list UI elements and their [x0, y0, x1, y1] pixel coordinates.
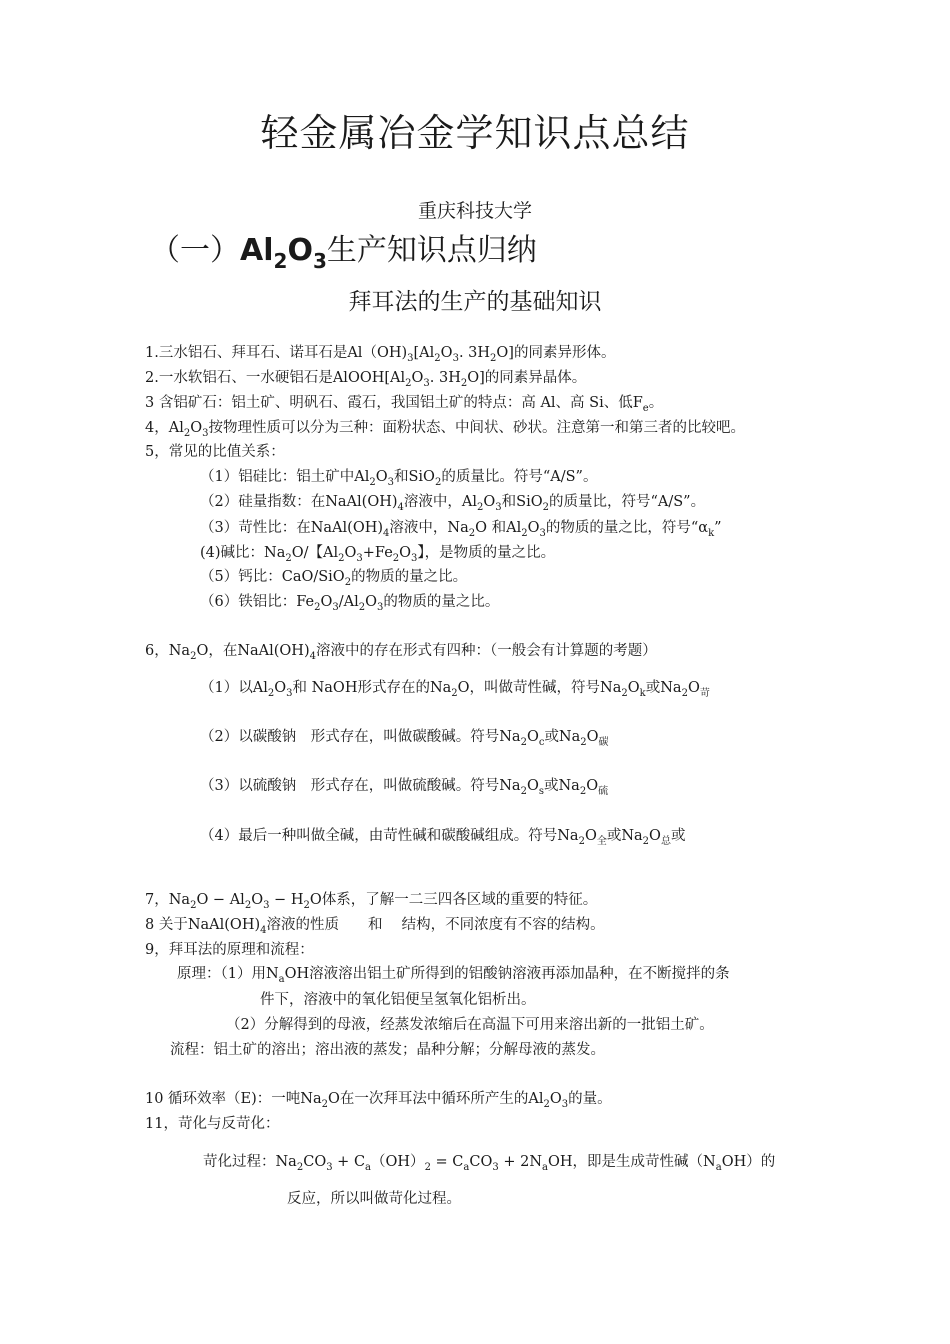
sub: 2 — [392, 553, 400, 564]
sub: 2 — [451, 688, 458, 699]
sub: 2 — [579, 786, 587, 797]
text: O − Al — [196, 892, 245, 908]
text: 1.三水铝石、拜耳石、诺耳石是Al（OH) — [145, 345, 408, 361]
text: 4，Al — [145, 420, 184, 436]
principle-2 — [226, 1015, 714, 1035]
item-10 — [145, 1089, 612, 1109]
sub: c — [538, 737, 545, 748]
text: （4）最后一种叫做全碱，由苛性碱和碳酸碱组成。符号Na — [200, 828, 579, 844]
text: 件下，溶液中的氧化铝便呈氢氧化铝析出。 — [260, 992, 536, 1008]
text: O，在NaAl(OH) — [196, 643, 310, 659]
sub: 总 — [660, 836, 671, 847]
item-9 — [145, 940, 314, 960]
sub: 2 — [642, 836, 650, 847]
text: O — [687, 680, 700, 696]
formula-sub: 2 — [273, 249, 288, 273]
text: ” — [714, 520, 722, 536]
text: 3 含铝矿石：铝土矿、明矾石、霞石，我国铝土矿的特点：高 Al、高 Si、低F — [145, 395, 643, 411]
text: 2.一水软铝石、一水硬铝石是AlOOH[Al — [145, 370, 406, 386]
text: （2）硅量指数：在NaAl(OH) — [200, 494, 398, 510]
sub: 3 — [407, 353, 414, 364]
sub: 碳 — [598, 737, 609, 748]
text: O — [649, 828, 661, 844]
text: O — [483, 494, 496, 510]
text: [Al — [413, 345, 435, 361]
sub: 2 — [296, 1162, 304, 1173]
item-3 — [145, 393, 663, 413]
sub: 3 — [326, 1162, 333, 1173]
sub: 3 — [387, 477, 394, 488]
text: + C — [332, 1154, 366, 1170]
text: （6）铁铝比：Fe — [200, 594, 315, 610]
sub: 2 — [490, 353, 497, 364]
text: O — [586, 778, 599, 794]
text: 的物质的量之比。 — [383, 594, 500, 610]
text: （3）苛性比：在NaAl(OH) — [200, 520, 384, 536]
text: O — [375, 469, 388, 485]
sub: 2 — [314, 602, 321, 613]
sub: 2 — [434, 353, 441, 364]
text: （3）以硫酸钠 形式存在，叫做硫酸碱。符号Na — [200, 778, 521, 794]
sub: k — [639, 688, 646, 699]
item-5 — [145, 442, 285, 462]
sub: e — [642, 403, 649, 414]
item-7 — [145, 890, 597, 910]
section-heading — [150, 230, 537, 272]
flow — [170, 1040, 605, 1060]
section-prefix: （一） — [150, 233, 240, 268]
sub: 2 — [468, 528, 476, 539]
text: 的量。 — [568, 1091, 612, 1107]
text: OH）的 — [721, 1154, 776, 1170]
sub: 4 — [260, 925, 267, 936]
sub: 2 — [521, 528, 528, 539]
text: 溶液中，Na — [389, 520, 469, 536]
school-name: 重庆科技大学 — [417, 200, 532, 222]
text: 】，是物质的量之比。 — [417, 545, 556, 561]
text: O — [586, 729, 599, 745]
text: （2）以碳酸钠 形式存在，叫做碳酸碱。符号Na — [200, 729, 521, 745]
sub: 3 — [411, 553, 418, 564]
sub: 3 — [263, 900, 270, 911]
text: 按物理性质可以分为三种：面粉状态、中间状、砂状。注意第一和第三者的比较吧。 — [208, 420, 745, 436]
text: 。 — [648, 395, 664, 411]
sub: 3 — [452, 353, 459, 364]
causticization-cont — [287, 1189, 461, 1209]
sub: k — [708, 528, 715, 539]
text: O — [365, 594, 377, 610]
text: O — [527, 520, 540, 536]
sub: 2 — [358, 602, 366, 613]
sub: 2 — [520, 786, 527, 797]
sub: 2 — [190, 900, 197, 911]
text: （1）铝硅比：铝土矿中Al — [200, 469, 370, 485]
text: O — [411, 370, 424, 386]
text: 的物质的量之比，符号“α — [545, 520, 709, 536]
text: O — [526, 729, 539, 745]
text: O体系，了解一二三四各区域的重要的特征。 — [309, 892, 598, 908]
text: 溶液中，Al — [403, 494, 477, 510]
sub: 2 — [681, 688, 688, 699]
text: OH，即是生成苛性碱（N — [547, 1154, 716, 1170]
sub: a — [463, 1162, 470, 1173]
text: +Fe — [362, 545, 393, 561]
sub: a — [542, 1162, 548, 1173]
text: （5）钙比：CaO/SiO — [200, 569, 345, 585]
text: 11，苛化与反苛化： — [145, 1116, 280, 1132]
text: 原理：（1）用N — [177, 966, 279, 982]
text: O在一次拜耳法中循环所产生的Al — [328, 1091, 544, 1107]
text: O]的同素异形体。 — [496, 345, 616, 361]
sub: s — [538, 786, 544, 797]
text: （2）分解得到的母液，经蒸发浓缩后在高温下可用来溶出新的一批铝土矿。 — [226, 1017, 714, 1033]
sub: 4 — [397, 502, 404, 513]
text: CO — [469, 1154, 493, 1170]
text: 8 关于NaAl(OH) — [145, 917, 261, 933]
sub: 2 — [520, 737, 527, 748]
text: 或 — [670, 828, 686, 844]
form-2 — [200, 727, 609, 747]
sub: 2 — [183, 428, 191, 439]
sub: 2 — [303, 900, 310, 911]
item-6 — [145, 641, 657, 661]
sub: 2 — [321, 1099, 329, 1110]
text: /Al — [338, 594, 359, 610]
text: O]的同素异晶体。 — [467, 370, 587, 386]
text: 6，Na — [145, 643, 191, 659]
text: 的质量比，符号“A/S”。 — [548, 494, 706, 510]
sub: 2 — [405, 378, 412, 389]
form-3 — [200, 776, 608, 796]
text: O — [399, 545, 412, 561]
sub: 2 — [542, 502, 549, 513]
text: 或Na — [544, 729, 581, 745]
text: 溶液中的存在形式有四种：（一般会有计算题的考题） — [316, 643, 657, 659]
sub: 2 — [621, 688, 628, 699]
text: OH溶液溶出铝土矿所得到的铝酸钠溶液再添加晶种，在不断搅拌的条 — [284, 966, 730, 982]
sub: 2 — [344, 577, 352, 588]
text: 反应，所以叫做苛化过程。 — [287, 1191, 461, 1207]
sub: 苛 — [699, 688, 710, 699]
sub: 3 — [202, 428, 209, 439]
sub: 2 — [338, 553, 345, 564]
text: 9，拜耳法的原理和流程： — [145, 942, 314, 958]
sub: 2 — [190, 651, 197, 662]
text: 10 循环效率（E)：一吨Na — [145, 1091, 322, 1107]
document-title: 轻金属冶金学知识点总结 — [260, 111, 690, 155]
text: + 2N — [498, 1154, 543, 1170]
item-1 — [145, 343, 615, 363]
text: 或Na — [543, 778, 580, 794]
text: O — [526, 778, 539, 794]
sub: 2 — [434, 477, 442, 488]
sub: 2 — [244, 900, 252, 911]
text: O 和Al — [475, 520, 522, 536]
sub: 2 — [424, 1162, 431, 1173]
text: . 3H — [458, 345, 491, 361]
text: 苛化过程：Na — [203, 1154, 297, 1170]
section-title-text: 生产知识点归纳 — [326, 233, 537, 268]
sub: 3 — [286, 688, 293, 699]
subheading: 拜耳法的生产的基础知识 — [348, 289, 602, 315]
text: （OH） — [371, 1154, 425, 1170]
sub: 3 — [495, 502, 502, 513]
sub: 全 — [596, 836, 607, 847]
sub: 2 — [543, 1099, 550, 1110]
ratio-2 — [200, 492, 705, 512]
text: O — [320, 594, 333, 610]
item-2 — [145, 368, 586, 388]
ratio-3 — [200, 518, 722, 538]
text: 和 NaOH形式存在的Na — [292, 680, 452, 696]
text: 的物质的量之比。 — [351, 569, 468, 585]
text: O — [584, 828, 597, 844]
principle-1 — [177, 964, 730, 984]
sub: 3 — [492, 1162, 499, 1173]
sub: 硫 — [598, 786, 609, 797]
sub: 3 — [423, 378, 430, 389]
sub: 2 — [285, 553, 292, 564]
text: (4)碱比：Na — [200, 545, 286, 561]
text: O/【Al — [291, 545, 339, 561]
text: （1）以Al — [200, 680, 268, 696]
item-8 — [145, 915, 605, 935]
ratio-6 — [200, 592, 499, 612]
text: O — [440, 345, 453, 361]
text: 和SiO — [501, 494, 543, 510]
text: O — [627, 680, 640, 696]
sub: 2 — [460, 378, 468, 389]
ratio-4 — [200, 543, 555, 563]
text: O — [549, 1091, 562, 1107]
text: 和SiO — [393, 469, 435, 485]
ratio-5 — [200, 567, 467, 587]
formula-al: Al — [240, 233, 274, 268]
sub: 3 — [332, 602, 339, 613]
text: . 3H — [429, 370, 461, 386]
text: O — [251, 892, 264, 908]
form-4 — [200, 826, 685, 846]
text: 溶液的性质 和 结构，不同浓度有不容的结构。 — [266, 917, 605, 933]
sub: 2 — [369, 477, 376, 488]
sub: 3 — [561, 1099, 569, 1110]
ratio-1 — [200, 467, 597, 487]
text: − H — [269, 892, 304, 908]
sub: 4 — [383, 528, 390, 539]
text: CO — [303, 1154, 327, 1170]
principle-1-cont — [260, 990, 536, 1010]
causticization-equation — [203, 1152, 775, 1172]
item-11 — [145, 1114, 279, 1134]
text: O — [274, 680, 287, 696]
text: 7，Na — [145, 892, 191, 908]
text: 的质量比。符号“A/S”。 — [441, 469, 598, 485]
text: O — [190, 420, 203, 436]
formula-o: O — [287, 233, 313, 268]
text: 流程：铝土矿的溶出；溶出液的蒸发；晶种分解；分解母液的蒸发。 — [170, 1042, 605, 1058]
sub: 2 — [477, 502, 484, 513]
sub: 2 — [580, 737, 587, 748]
sub: 2 — [267, 688, 275, 699]
sub: a — [278, 974, 285, 985]
item-4 — [145, 418, 745, 438]
text: O — [344, 545, 357, 561]
sub: a — [715, 1162, 722, 1173]
text: 或Na — [645, 680, 682, 696]
text: O，叫做苛性碱，符号Na — [457, 680, 622, 696]
sub: 3 — [356, 553, 363, 564]
form-1 — [200, 678, 710, 698]
text: = C — [430, 1154, 464, 1170]
sub: a — [365, 1162, 372, 1173]
sub: 2 — [578, 836, 585, 847]
sub: 3 — [539, 528, 546, 539]
formula-sub: 3 — [312, 249, 327, 273]
sub: 4 — [309, 651, 316, 662]
text: 或Na — [606, 828, 643, 844]
sub: 3 — [376, 602, 384, 613]
text: 5，常见的比值关系： — [145, 444, 285, 460]
